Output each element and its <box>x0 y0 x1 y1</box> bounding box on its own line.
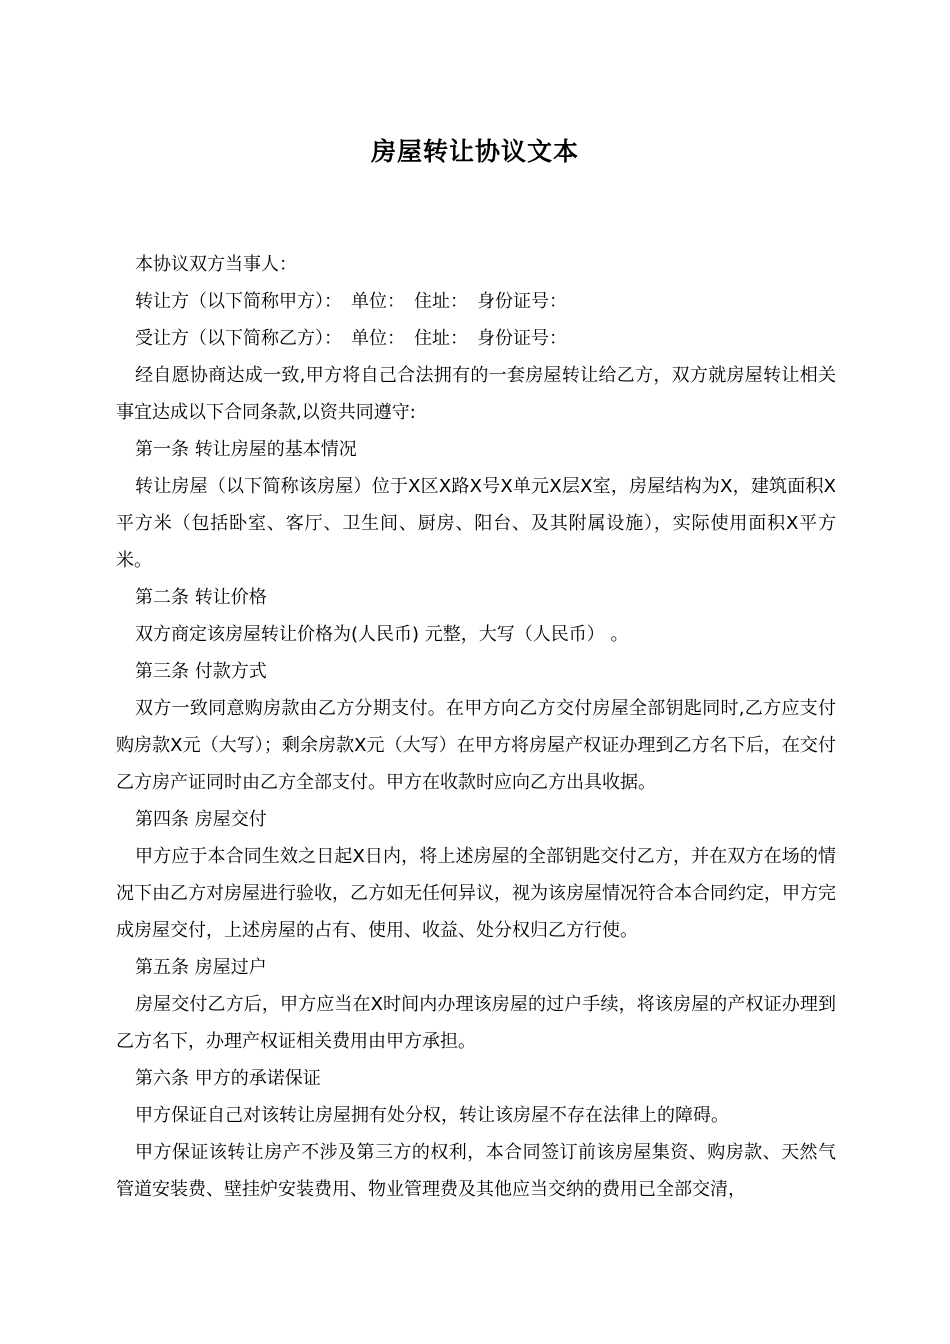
article-2-text: 双方商定该房屋转让价格为(人民币) 元整，大写（人民币） 。 <box>135 624 629 645</box>
article-4-heading: 第四条 房屋交付 <box>135 809 267 830</box>
article-2-heading: 第二条 转让价格 <box>135 587 267 608</box>
article-5-text: 房屋交付乙方后，甲方应当在X时间内办理该房屋的过户手续，将该房屋的产权证办理到乙方名下，办理产权证相关费用由甲方承担。 <box>116 994 836 1052</box>
article-5-heading: 第五条 房屋过户 <box>135 957 267 978</box>
article-4-text: 甲方应于本合同生效之日起X日内，将上述房屋的全部钥匙交付乙方，并在双方在场的情况下由乙方对房屋进行验收，乙方如无任何异议，视为该房屋情况符合本合同约定，甲方完成房屋交付，上述房屋的占有、使用、收益、处分权归乙方行使。 <box>116 846 836 941</box>
article-1-text: 转让房屋（以下简称该房屋）位于X区X路X号X单元X层X室，房屋结构为X，建筑面积X平方米（包括卧室、客厅、卫生间、厨房、阳台、及其附属设施），实际使用面积X平方米。 <box>116 476 836 571</box>
article-3-heading: 第三条 付款方式 <box>135 661 267 682</box>
article-6-text-1: 甲方保证自己对该转让房屋拥有处分权，转让该房屋不存在法律上的障碍。 <box>135 1105 729 1126</box>
paragraph-transferor: 转让方（以下简称甲方）： 单位： 住址： 身份证号： <box>135 291 567 312</box>
paragraph-preamble: 经自愿协商达成一致,甲方将自己合法拥有的一套房屋转让给乙方，双方就房屋转让相关事宜达成以下合同条款,以资共同遵守: <box>116 365 836 423</box>
paragraph-parties-intro: 本协议双方当事人： <box>135 254 297 275</box>
document-body <box>116 246 836 1208</box>
document-title: 房屋转让协议文本 <box>370 137 579 166</box>
article-1-heading: 第一条 转让房屋的基本情况 <box>135 439 357 460</box>
article-6-text-2: 甲方保证该转让房产不涉及第三方的权利，本合同签订前该房屋集资、购房款、天然气管道安装费、壁挂炉安装费用、物业管理费及其他应当交纳的费用已全部交清， <box>116 1142 836 1200</box>
article-6-heading: 第六条 甲方的承诺保证 <box>135 1068 321 1089</box>
article-3-text: 双方一致同意购房款由乙方分期支付。在甲方向乙方交付房屋全部钥匙同时,乙方应支付购房款X元（大写）；剩余房款X元（大写）在甲方将房屋产权证办理到乙方名下后，在交付乙方房产证同时由乙方全部支付。甲方在收款时应向乙方出具收据。 <box>116 698 836 793</box>
paragraph-transferee: 受让方（以下简称乙方）： 单位： 住址： 身份证号： <box>135 328 567 349</box>
